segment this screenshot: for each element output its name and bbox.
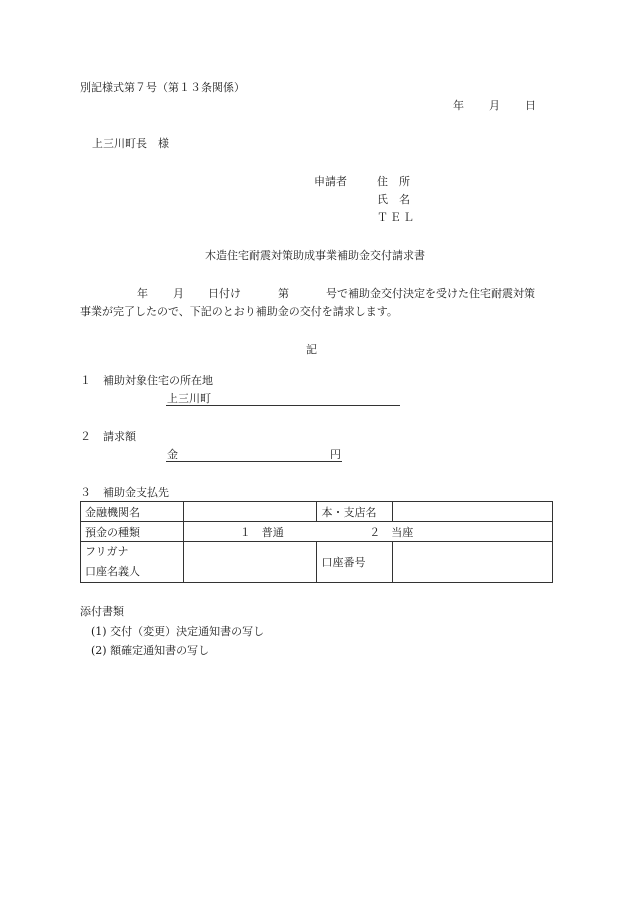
body-year: 年 <box>137 287 148 300</box>
body-month: 月 <box>173 287 184 300</box>
table-row <box>81 522 553 542</box>
address-underline <box>166 405 400 406</box>
date-month-label: 月 <box>489 99 500 112</box>
name-label: 氏 名 <box>377 193 410 206</box>
branch-name-label: 本・支店名 <box>317 502 393 522</box>
body-line1-rest: 号で補助金交付決定を受けた住宅耐震対策 <box>326 287 535 300</box>
body-dated: 日付け <box>208 287 241 300</box>
section2-label: 請求額 <box>103 430 136 443</box>
attachments-title: 添付書類 <box>80 605 124 618</box>
date-year-label: 年 <box>453 99 464 112</box>
ki-heading: 記 <box>306 343 317 356</box>
deposit-option-checking[interactable]: ２ 当座 <box>369 525 414 539</box>
branch-name-field[interactable] <box>393 502 553 522</box>
deposit-type-options <box>183 522 552 542</box>
date-day-label: 日 <box>525 99 536 112</box>
account-holder-field[interactable] <box>183 542 317 583</box>
section1-number: １ <box>80 374 91 387</box>
document-title: 木造住宅耐震対策助成事業補助金交付請求書 <box>205 249 425 262</box>
section3-number: ３ <box>80 486 91 499</box>
section1-label: 補助対象住宅の所在地 <box>103 374 213 387</box>
furigana-label: フリガナ <box>85 545 129 558</box>
amount-suffix: 円 <box>330 448 341 461</box>
amount-underline <box>166 461 342 462</box>
body-number-prefix: 第 <box>278 287 289 300</box>
address-label: 住 所 <box>377 175 410 188</box>
bank-name-field[interactable] <box>183 502 317 522</box>
attachment-item-1: (1) 交付（変更）決定通知書の写し <box>91 625 265 638</box>
form-number: 別記様式第７号（第１３条関係） <box>80 81 245 94</box>
deposit-type-label: 預金の種類 <box>81 522 184 542</box>
bank-name-label: 金融機関名 <box>81 502 184 522</box>
tel-label: ＴＥＬ <box>377 211 416 224</box>
table-row <box>81 502 553 522</box>
account-number-label: 口座番号 <box>317 542 393 583</box>
account-holder-label-cell <box>81 542 184 583</box>
section3-label: 補助金支払先 <box>103 486 169 499</box>
recipient: 上三川町長 様 <box>92 137 169 150</box>
section2-number: ２ <box>80 430 91 443</box>
table-row <box>81 542 553 583</box>
amount-prefix: 金 <box>167 448 178 461</box>
body-line2: 事業が完了したので、下記のとおり補助金の交付を請求します。 <box>80 305 398 318</box>
section1-value: 上三川町 <box>167 392 211 405</box>
deposit-option-ordinary[interactable]: １ 普通 <box>239 525 284 539</box>
account-holder-label: 口座名義人 <box>85 565 140 578</box>
account-number-field[interactable] <box>393 542 553 583</box>
payment-table <box>80 501 553 583</box>
attachment-item-2: (2) 額確定通知書の写し <box>91 644 210 657</box>
applicant-label: 申請者 <box>314 175 347 188</box>
